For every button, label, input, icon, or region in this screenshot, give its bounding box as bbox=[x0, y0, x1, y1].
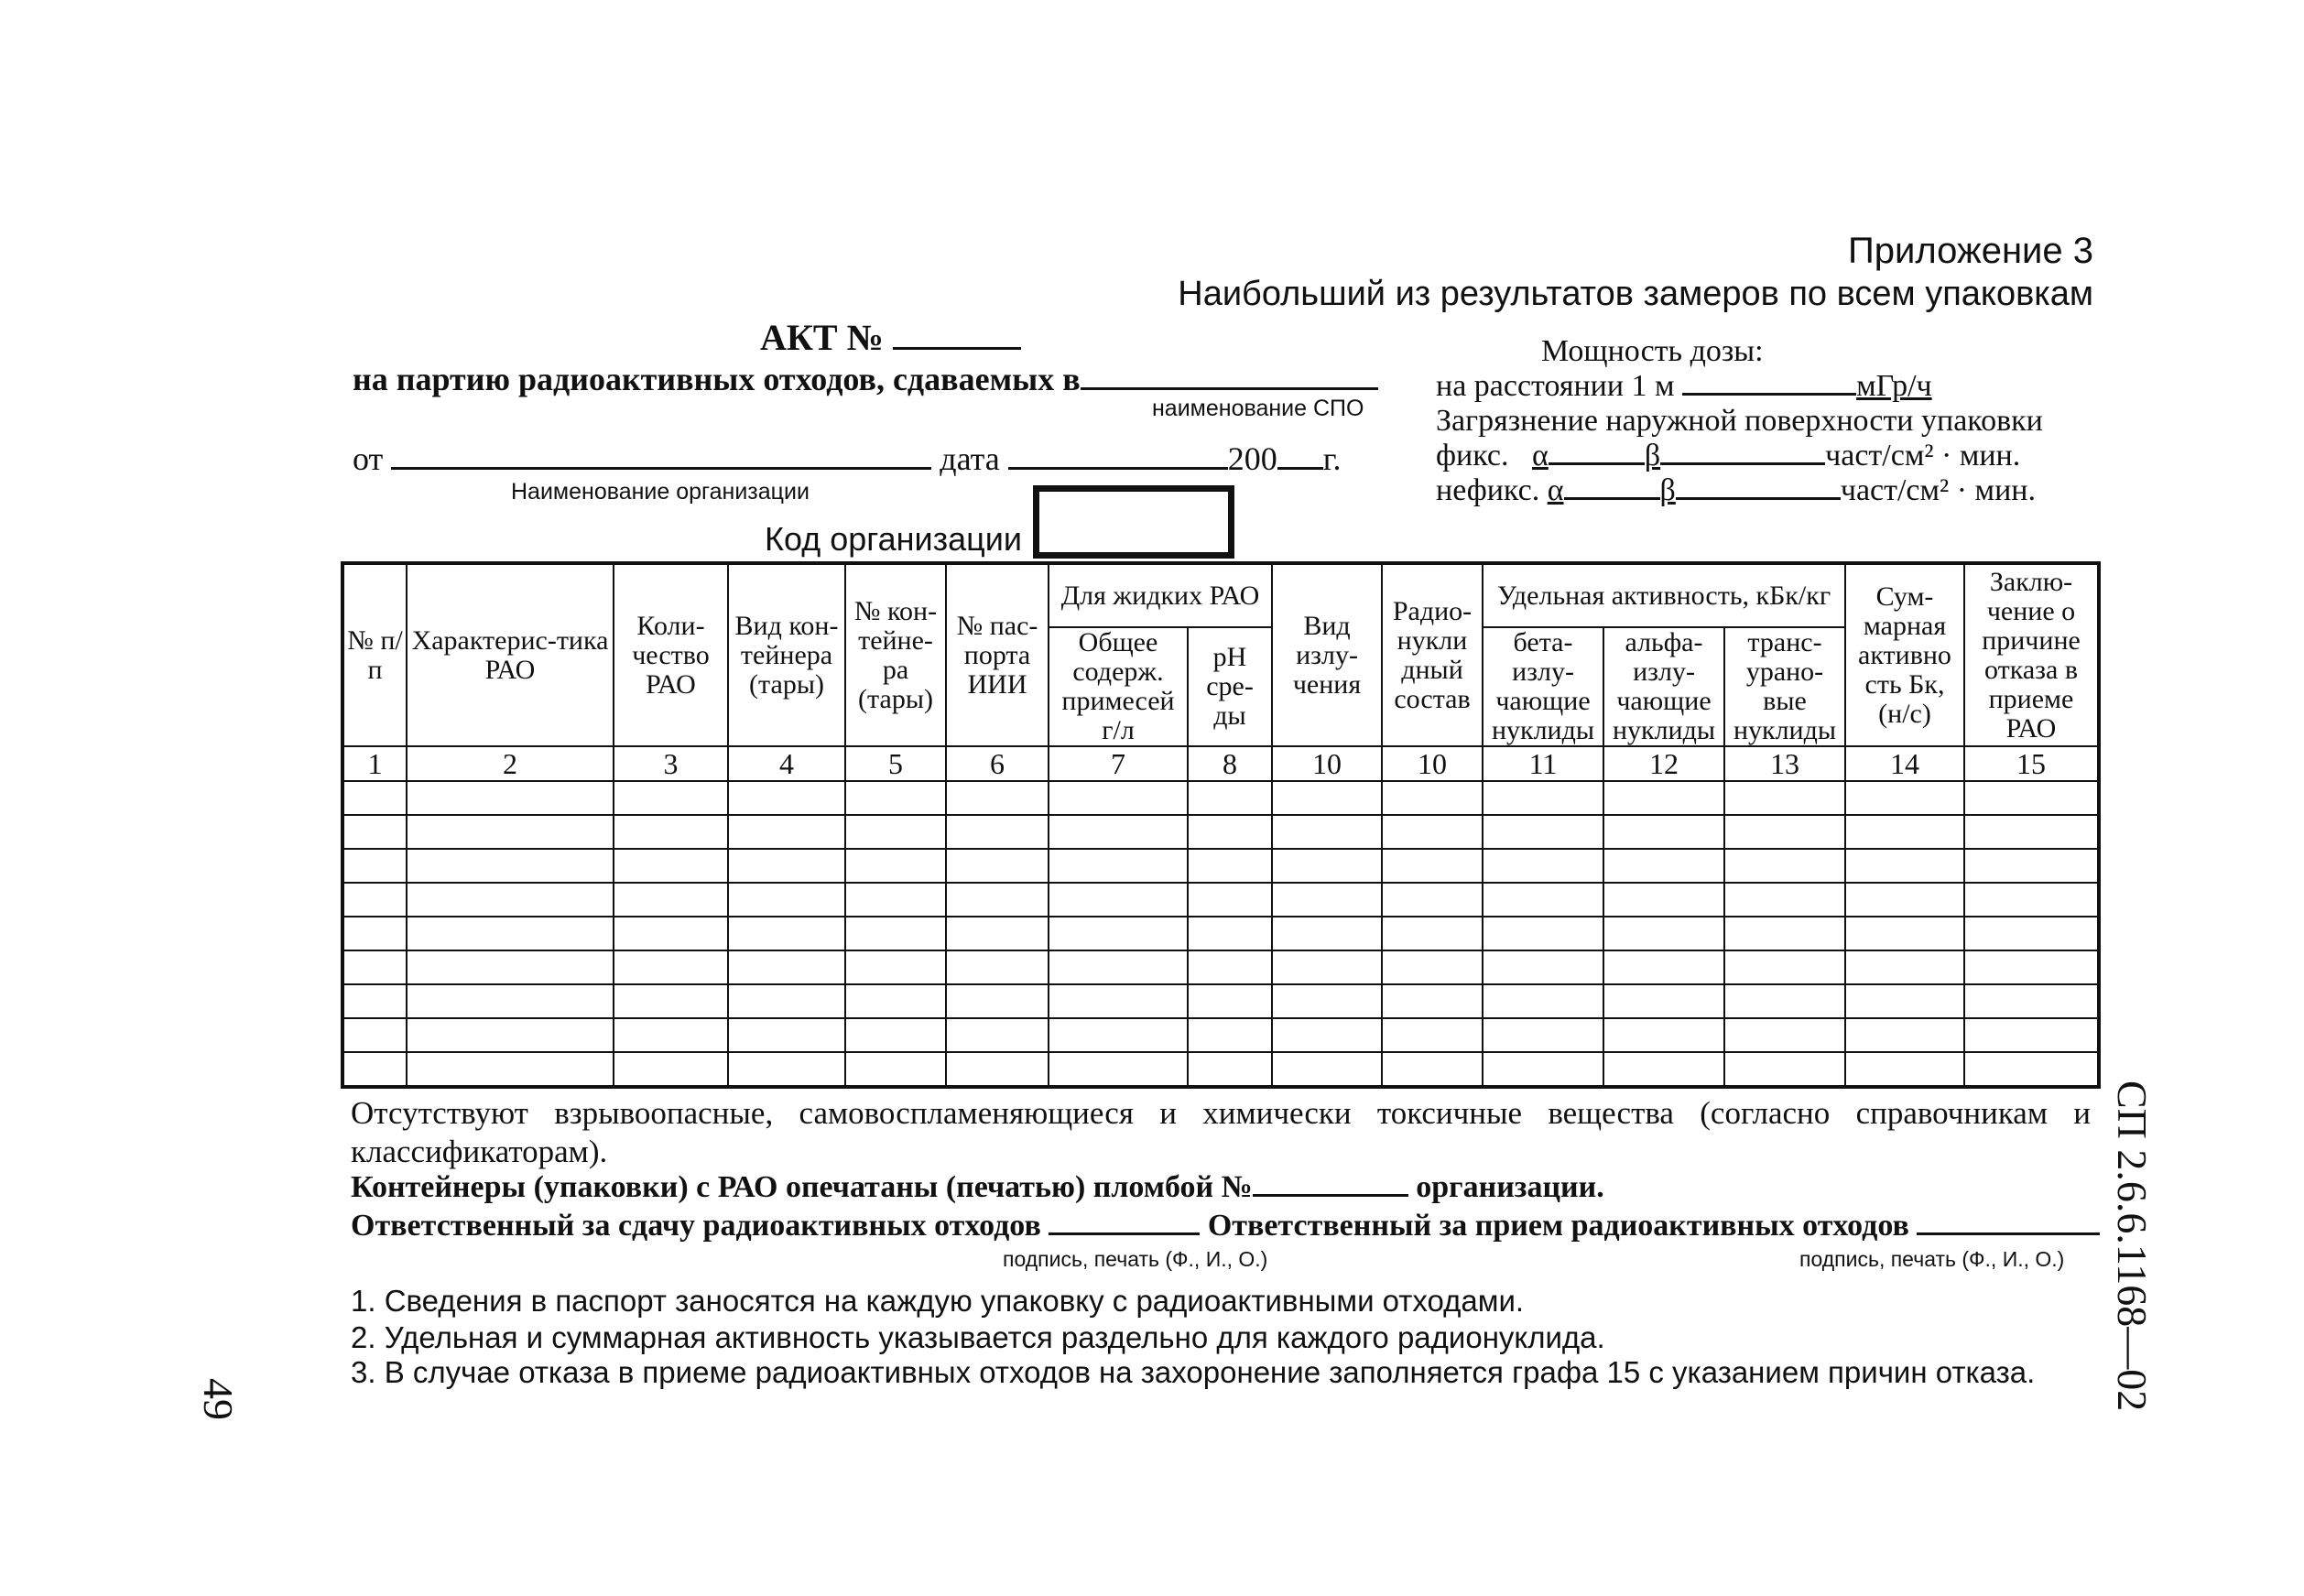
handover-signature-field[interactable] bbox=[1049, 1232, 1200, 1235]
col-num: 6 bbox=[946, 746, 1049, 781]
dose-value-field[interactable] bbox=[1682, 393, 1856, 396]
nonfixed-beta-field[interactable] bbox=[1676, 497, 1841, 500]
table-row[interactable] bbox=[342, 883, 2099, 917]
th-total-activity: Сум-марная активно сть Бк, (н/с) bbox=[1845, 563, 1964, 746]
nonfixed-label: нефикс. bbox=[1436, 473, 1540, 507]
alpha-symbol: α bbox=[1547, 473, 1564, 507]
header-row-1 bbox=[342, 563, 2099, 627]
table-row[interactable] bbox=[342, 1052, 2099, 1087]
col-num: 11 bbox=[1483, 746, 1603, 781]
nonfixed-rate-unit: част/см² · мин. bbox=[1840, 473, 2036, 507]
th-characteristic: Характерис-тика РАО bbox=[407, 563, 614, 746]
largest-measurement-label: Наибольший из результатов замеров по всем упаковкам bbox=[1178, 275, 2093, 313]
th-radionuclide: Радио-нукли дный состав bbox=[1382, 563, 1483, 746]
act-title-text: АКТ № bbox=[760, 317, 884, 358]
dose-distance-label: на расстоянии 1 м bbox=[1436, 369, 1675, 403]
column-number-row bbox=[342, 746, 2099, 781]
fixed-label: фикс. bbox=[1436, 439, 1509, 472]
table-row[interactable] bbox=[342, 815, 2099, 849]
col-num: 10 bbox=[1272, 746, 1382, 781]
col-num: 7 bbox=[1049, 746, 1188, 781]
signature-caption: подпись, печать (Ф., И., О.) bbox=[1003, 1247, 1268, 1271]
dose-block bbox=[1436, 334, 2043, 508]
dose-title: Мощность дозы: bbox=[1541, 334, 1764, 368]
contamination-label: Загрязнение наружной поверхности упаковки bbox=[1436, 404, 2043, 438]
th-impurities: Общее содерж. примесей г/л bbox=[1049, 627, 1188, 746]
nonfixed-alpha-field[interactable] bbox=[1564, 497, 1660, 500]
beta-symbol: β bbox=[1644, 439, 1661, 472]
col-num: 8 bbox=[1188, 746, 1272, 781]
th-beta: бета-излу-чающие нуклиды bbox=[1483, 627, 1603, 746]
table-row[interactable] bbox=[342, 1018, 2099, 1052]
sealed-text: Контейнеры (упаковки) с РАО опечатаны (печатью) пломбой № bbox=[351, 1170, 1253, 1204]
spo-caption: наименование СПО bbox=[1152, 396, 1364, 421]
table-row[interactable] bbox=[342, 917, 2099, 950]
th-alpha: альфа-излу-чающие нуклиды bbox=[1603, 627, 1724, 746]
resp-handover-label: Ответственный за сдачу радиоактивных отходов bbox=[351, 1209, 1041, 1243]
sealed-org: организации. bbox=[1416, 1170, 1604, 1204]
act-number-field[interactable] bbox=[893, 347, 1021, 350]
accept-signature-field[interactable] bbox=[1917, 1232, 2100, 1235]
consignment-line bbox=[353, 360, 1378, 398]
consignment-text: на партию радиоактивных отходов, сдаваемых в bbox=[353, 361, 1081, 397]
fixed-beta-field[interactable] bbox=[1660, 462, 1825, 465]
col-num: 4 bbox=[728, 746, 845, 781]
col-num: 10 bbox=[1382, 746, 1483, 781]
responsible-line bbox=[351, 1209, 2100, 1243]
document-code: СП 2.6.6.1168—02 bbox=[2109, 1080, 2156, 1412]
col-num: 14 bbox=[1845, 746, 1964, 781]
dose-distance-row bbox=[1436, 369, 2043, 404]
th-quantity: Коли-чество РАО bbox=[614, 563, 728, 746]
table-row[interactable] bbox=[342, 984, 2099, 1018]
fixed-alpha-field[interactable] bbox=[1549, 462, 1645, 465]
act-title bbox=[760, 316, 1021, 359]
resp-accept-label: Ответственный за прием радиоактивных отходов bbox=[1207, 1209, 1909, 1243]
organization-field[interactable] bbox=[391, 467, 931, 470]
nonfixed-row bbox=[1436, 473, 2043, 508]
note-3: 3. В случае отказа в приеме радиоактивных отходов на захоронение заполняется графа 15 с указанием причин отказа. bbox=[351, 1355, 2036, 1389]
table-row[interactable] bbox=[342, 781, 2099, 815]
seal-number-field[interactable] bbox=[1253, 1194, 1408, 1197]
spo-field[interactable] bbox=[1081, 387, 1378, 390]
dose-unit: мГр/ч bbox=[1856, 369, 1932, 403]
col-num: 13 bbox=[1724, 746, 1845, 781]
fixed-rate-unit: част/см² · мин. bbox=[1825, 439, 2021, 472]
appendix-label: Приложение 3 bbox=[1848, 231, 2093, 271]
fixed-row bbox=[1436, 439, 2043, 473]
th-num: № п/п bbox=[342, 563, 407, 746]
year-field[interactable] bbox=[1277, 467, 1323, 470]
th-specific-activity: Удельная активность, кБк/кг bbox=[1483, 563, 1845, 627]
from-label: от bbox=[353, 440, 384, 477]
th-ph: рН сре-ды bbox=[1188, 627, 1272, 746]
th-container-type: Вид кон-тейнера (тары) bbox=[728, 563, 845, 746]
col-num: 1 bbox=[342, 746, 407, 781]
table-row[interactable] bbox=[342, 849, 2099, 883]
note-2: 2. Удельная и суммарная активность указывается раздельно для каждого радионуклида. bbox=[351, 1320, 1605, 1354]
col-num: 15 bbox=[1964, 746, 2099, 781]
col-num: 5 bbox=[845, 746, 946, 781]
date-label: дата bbox=[940, 440, 1000, 477]
th-radiation: Вид излу-чения bbox=[1272, 563, 1382, 746]
th-passport: № пас-порта ИИИ bbox=[946, 563, 1049, 746]
year-suffix: г. bbox=[1322, 440, 1342, 477]
th-conclusion: Заклю-чение о причине отказа в приеме РАО bbox=[1964, 563, 2099, 746]
th-liquid: Для жидких РАО bbox=[1049, 563, 1272, 627]
sealed-line bbox=[351, 1170, 1604, 1205]
col-num: 2 bbox=[407, 746, 614, 781]
organization-code-label: Код организации bbox=[765, 520, 1022, 558]
note-1: 1. Сведения в паспорт заносятся на каждую упаковку с радиоактивными отходами. bbox=[351, 1284, 1525, 1318]
beta-symbol: β bbox=[1659, 473, 1676, 507]
signature-caption: подпись, печать (Ф., И., О.) bbox=[1799, 1247, 2065, 1271]
th-transuranic: транс-урано-вые нуклиды bbox=[1724, 627, 1845, 746]
col-num: 12 bbox=[1603, 746, 1724, 781]
from-date-row bbox=[353, 440, 1342, 478]
year-label: 200 bbox=[1227, 440, 1277, 477]
table-row[interactable] bbox=[342, 950, 2099, 984]
page-number: 49 bbox=[195, 1378, 242, 1420]
organization-code-box[interactable] bbox=[1033, 485, 1234, 559]
th-container-num: № кон-тейне-ра (тары) bbox=[845, 563, 946, 746]
organization-caption: Наименование организации bbox=[511, 479, 810, 505]
date-field[interactable] bbox=[1008, 467, 1228, 470]
alpha-symbol: α bbox=[1532, 439, 1549, 472]
col-num: 3 bbox=[614, 746, 728, 781]
waste-table bbox=[341, 561, 2101, 1089]
absent-statement: Отсутствуют взрывоопасные, самовоспламеняющиеся и химически токсичные вещества (согласно справочникам и классификаторам). bbox=[351, 1095, 2091, 1169]
